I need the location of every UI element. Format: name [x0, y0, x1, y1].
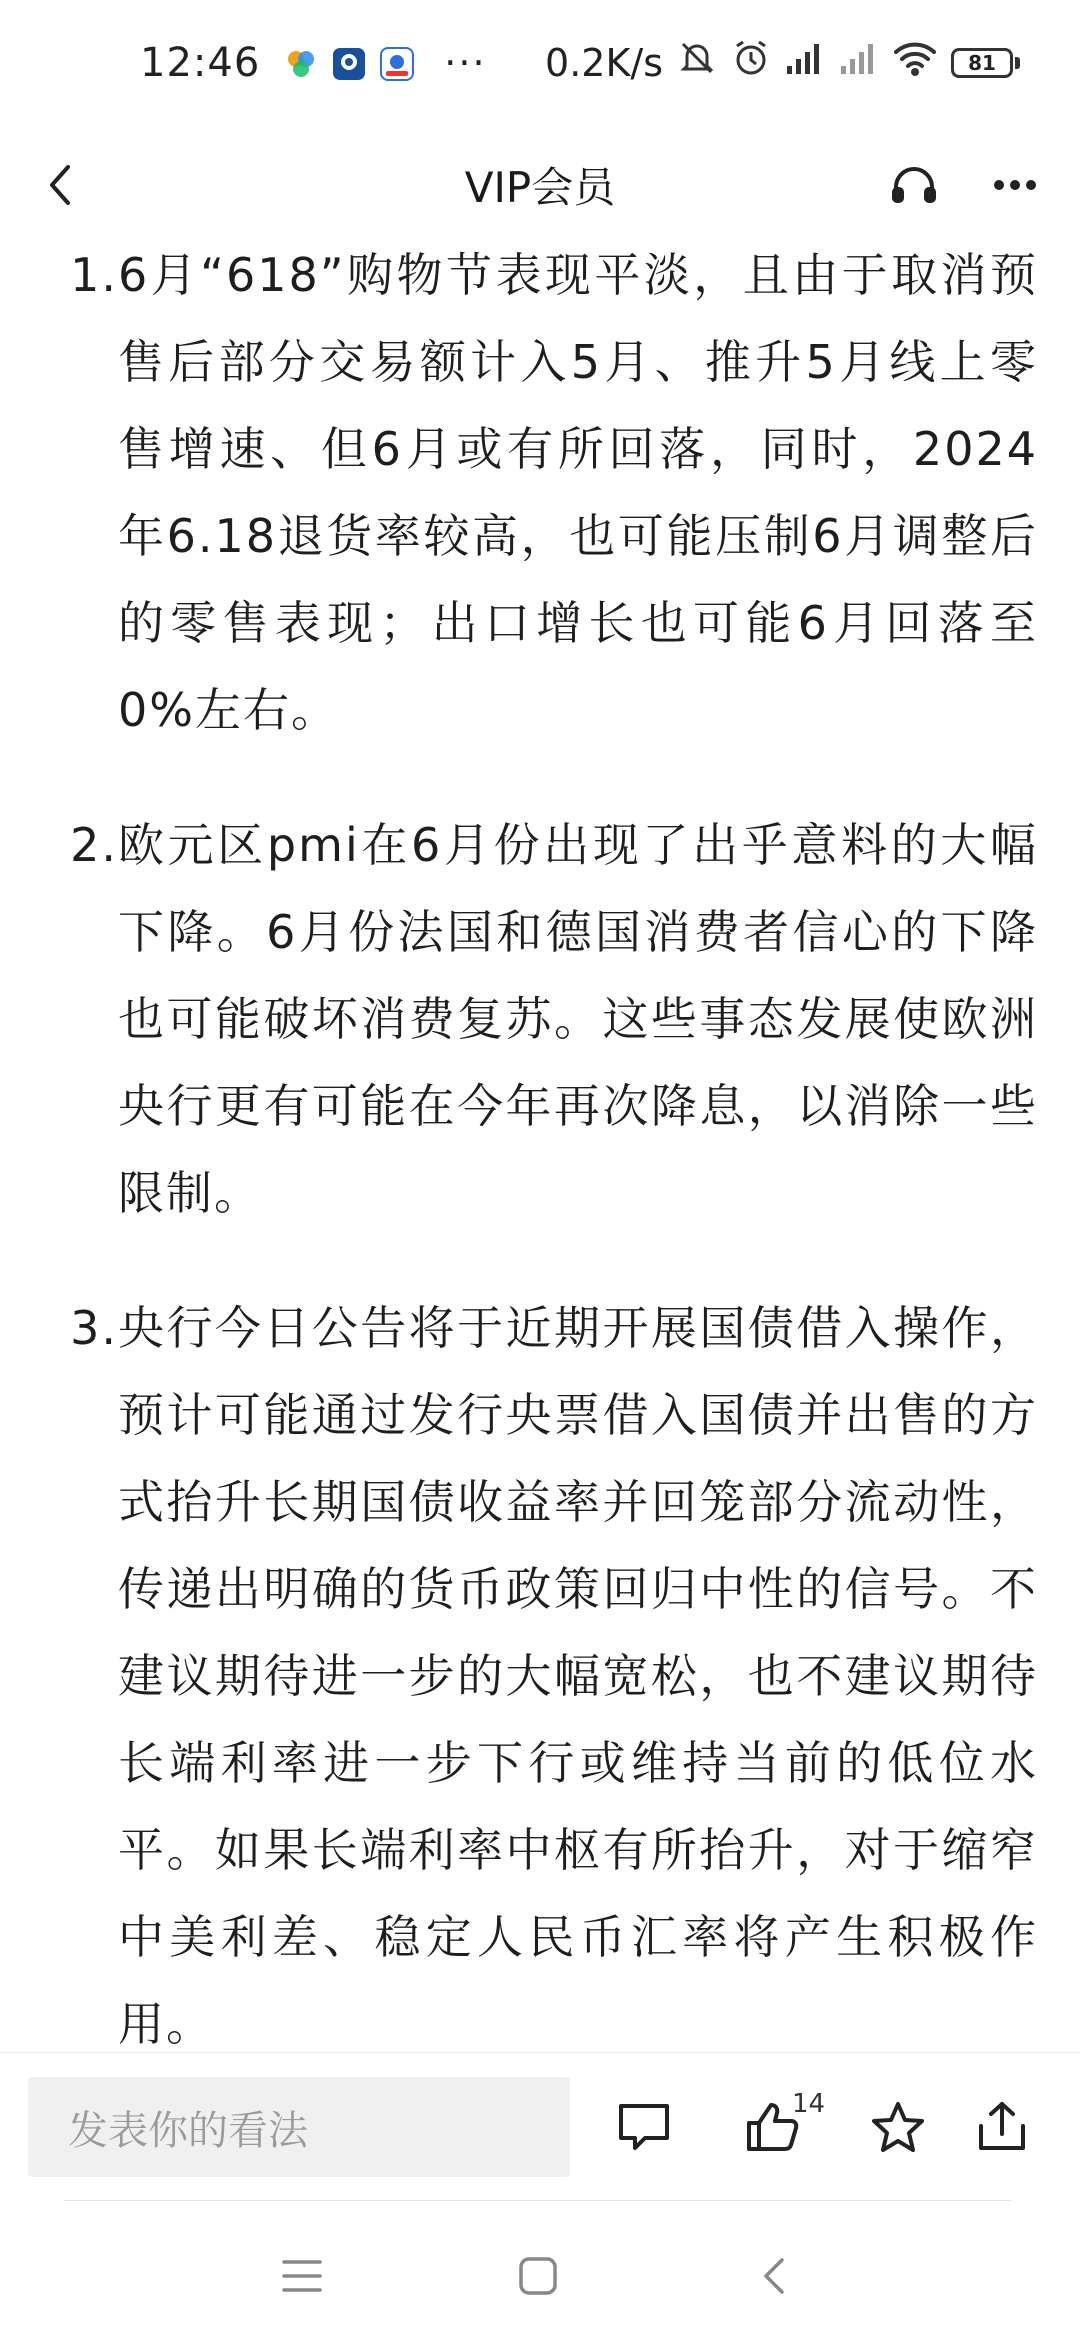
signal-icon — [785, 40, 825, 85]
list-item — [0, 1285, 1080, 2052]
signal-icon-2 — [839, 40, 879, 85]
headset-icon[interactable] — [884, 155, 944, 215]
menu-icon[interactable] — [272, 2246, 332, 2306]
action-bar — [0, 2052, 1080, 2202]
app-icon-2 — [332, 46, 366, 80]
list-item-number: 2. — [70, 818, 118, 872]
list-item-number: 3. — [70, 1301, 118, 1355]
battery-level: 81 — [951, 48, 1013, 78]
mute-icon — [677, 38, 717, 87]
net-speed: 0.2K/s — [545, 40, 663, 85]
like-count: 14 — [792, 2089, 826, 2119]
wifi-icon — [893, 40, 937, 85]
list-item — [0, 232, 1080, 754]
status-bar — [0, 0, 1080, 125]
system-nav-bar — [0, 2210, 1080, 2340]
comment-icon[interactable] — [614, 2097, 674, 2157]
list-item-text: 欧元区pmi在6月份出现了出乎意料的大幅下降。6月份法国和德国消费者信心的下降也可能破坏消费复苏。这些事态发展使欧洲央行更有可能在今年再次降息，以消除一些限制。 — [118, 818, 1038, 1220]
list-item-text: 央行今日公告将于近期开展国债借入操作，预计可能通过发行央票借入国债并出售的方式抬升长期国债收益率并回笼部分流动性，传递出明确的货币政策回归中性的信号。不建议期待进一步的大幅宽松，也不建议期待长端利率进一步下行或维持当前的低位水平。如果长端利率中枢有所抬升，对于缩窄中美利差、稳定人民币汇率将产生积极作用。 — [118, 1301, 1038, 2051]
app-icon-1 — [284, 46, 318, 80]
divider — [64, 2200, 1012, 2201]
list-item-text: 6月“618”购物节表现平淡，且由于取消预售后部分交易额计入5月、推升5月线上零售增速、但6月或有所回落，同时，2024年6.18退货率较高，也可能压制6月调整后的零售表现；出口增长也可能6月回落至0%左右。 — [118, 248, 1038, 737]
more-icon[interactable] — [980, 155, 1050, 215]
status-time: 12:46 — [140, 39, 261, 86]
alarm-icon — [731, 38, 771, 87]
more-notifications: ··· — [444, 40, 487, 85]
share-icon[interactable] — [972, 2097, 1032, 2157]
star-icon[interactable] — [868, 2097, 928, 2157]
title-bar — [0, 125, 1080, 245]
list-item — [0, 802, 1080, 1237]
page-title: VIP会员 — [464, 163, 616, 212]
home-icon[interactable] — [508, 2246, 568, 2306]
back-icon[interactable] — [30, 155, 90, 215]
back-nav-icon[interactable] — [744, 2246, 804, 2306]
list-item-number: 1. — [70, 248, 118, 302]
battery-icon — [951, 48, 1020, 78]
article-body — [0, 232, 1080, 2052]
app-icon-3 — [380, 46, 414, 80]
comment-input[interactable]: 发表你的看法 — [28, 2077, 570, 2177]
